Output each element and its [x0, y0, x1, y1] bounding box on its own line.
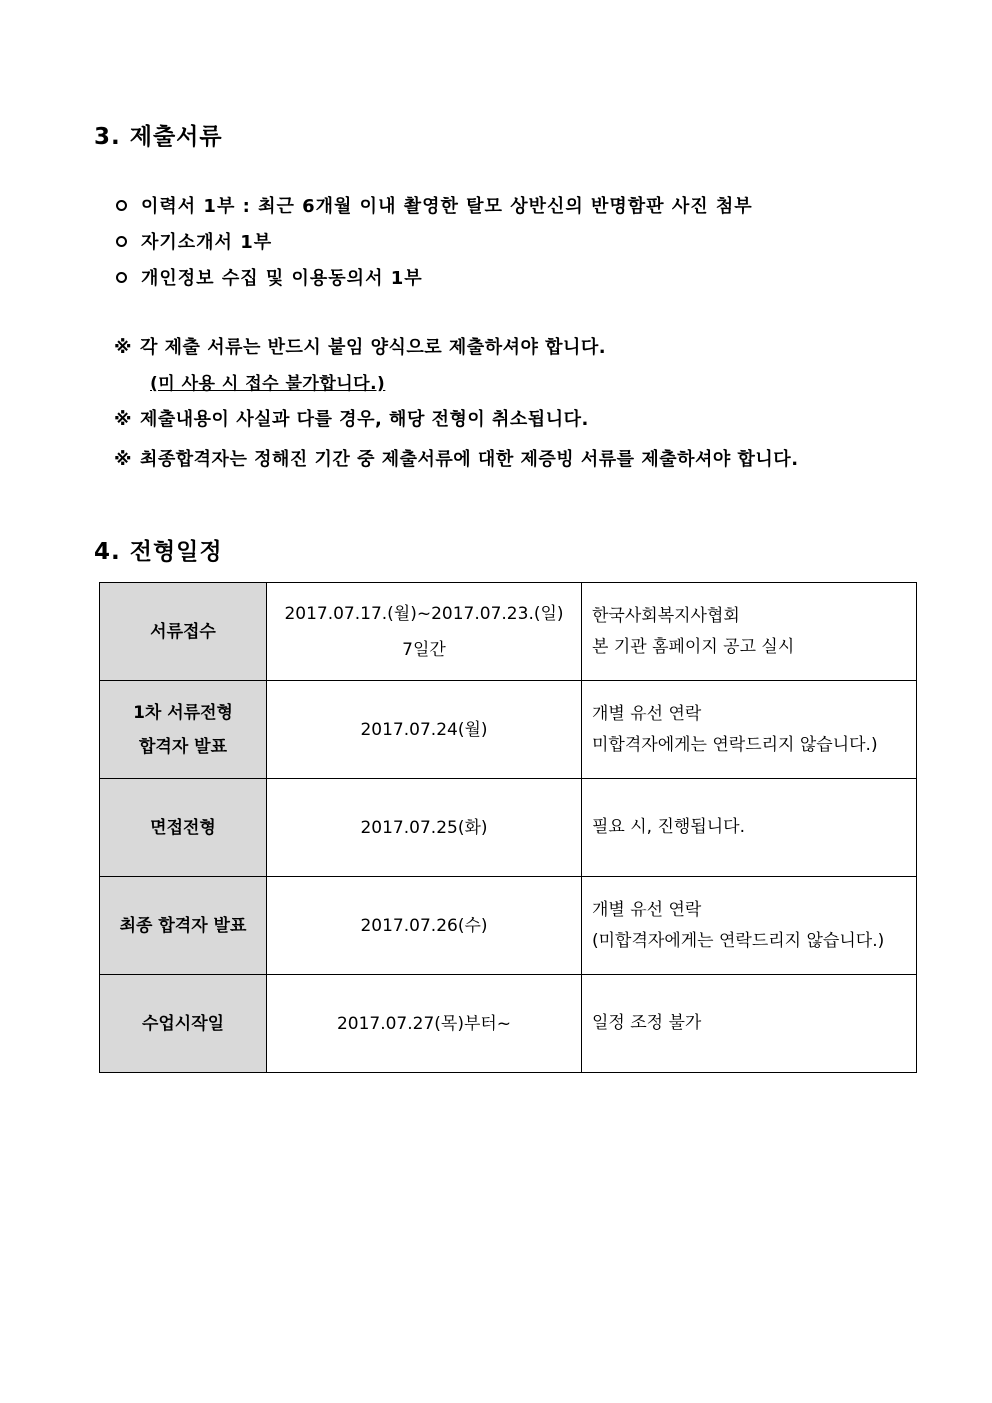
- notice-1: [114, 333, 606, 359]
- list-item: [116, 259, 753, 295]
- stage-period: 2017.07.26(수): [267, 877, 582, 975]
- reference-mark: ※: [114, 449, 132, 470]
- stage-label: 수업시작일: [100, 975, 267, 1073]
- table-row: [100, 779, 917, 877]
- stage-note: 한국사회복지사협회 본 기관 홈페이지 공고 실시: [582, 583, 917, 681]
- stage-label: 면접전형: [100, 779, 267, 877]
- document-item-text: 개인정보 수집 및 이용동의서 1부: [141, 268, 423, 289]
- stage-period: 2017.07.27(목)부터~: [267, 975, 582, 1073]
- stage-note: 개별 유선 연락 (미합격자에게는 연락드리지 않습니다.): [582, 877, 917, 975]
- table-row: [100, 583, 917, 681]
- reference-mark: ※: [114, 337, 132, 358]
- table-row: [100, 681, 917, 779]
- stage-label: 최종 합격자 발표: [100, 877, 267, 975]
- stage-note: 개별 유선 연락 미합격자에게는 연락드리지 않습니다.): [582, 681, 917, 779]
- list-item: [116, 223, 753, 259]
- circle-bullet-icon: [116, 272, 127, 283]
- section-4-title: 4. 전형일정: [94, 539, 223, 565]
- circle-bullet-icon: [116, 200, 127, 211]
- notice-text: 각 제출 서류는 반드시 붙임 양식으로 제출하셔야 합니다.: [140, 337, 607, 358]
- stage-period: 2017.07.25(화): [267, 779, 582, 877]
- notice-2: [114, 405, 589, 431]
- document-list: [116, 187, 753, 295]
- circle-bullet-icon: [116, 236, 127, 247]
- document-item-text: 이력서 1부 : 최근 6개월 이내 촬영한 탈모 상반신의 반명함판 사진 첨부: [141, 196, 753, 217]
- stage-period: 2017.07.17.(월)~2017.07.23.(일) 7일간: [267, 583, 582, 681]
- stage-note: 필요 시, 진행됩니다.: [582, 779, 917, 877]
- stage-period: 2017.07.24(월): [267, 681, 582, 779]
- schedule-table: [99, 582, 917, 1073]
- notice-1-sub: (미 사용 시 접수 불가합니다.): [150, 374, 386, 394]
- table-row: [100, 975, 917, 1073]
- list-item: [116, 187, 753, 223]
- stage-label: 서류접수: [100, 583, 267, 681]
- table-row: [100, 877, 917, 975]
- notice-text: 최종합격자는 정해진 기간 중 제출서류에 대한 제증빙 서류를 제출하셔야 합니다.: [140, 449, 799, 470]
- stage-note: 일정 조정 불가: [582, 975, 917, 1073]
- section-3-title: 3. 제출서류: [94, 124, 223, 150]
- notice-text: 제출내용이 사실과 다를 경우, 해당 전형이 취소됩니다.: [140, 409, 589, 430]
- reference-mark: ※: [114, 409, 132, 430]
- notice-3: [114, 445, 799, 471]
- stage-label: 1차 서류전형 합격자 발표: [100, 681, 267, 779]
- document-item-text: 자기소개서 1부: [141, 232, 273, 253]
